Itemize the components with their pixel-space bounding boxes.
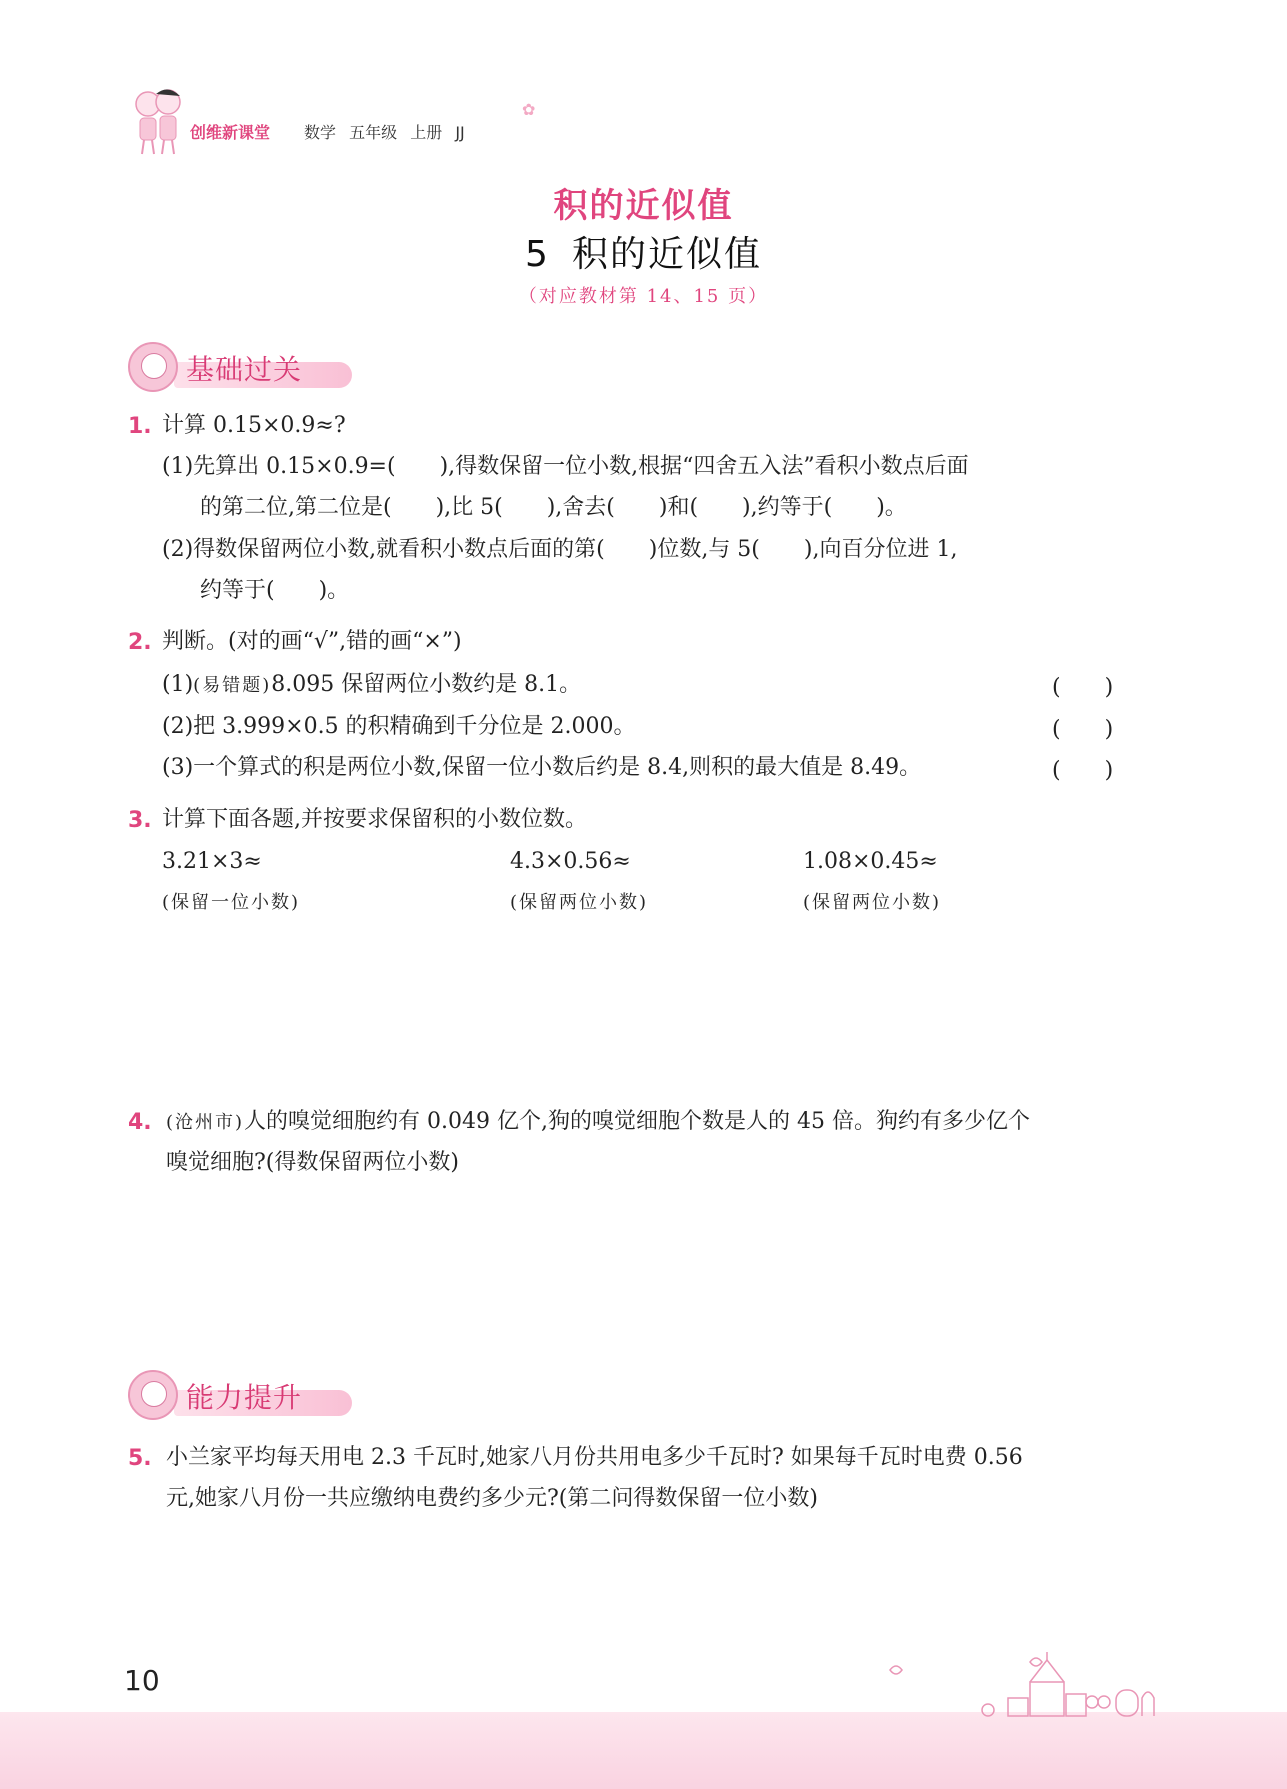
section-advanced-header [128,1370,358,1422]
cartoon-kids-icon [128,82,188,160]
answer-blank[interactable]: ( ) [1052,675,1114,700]
answer-blank[interactable]: ( ) [1052,758,1114,783]
q3-expr-3: 1.08×0.45≈ [803,849,938,874]
edition: JJ [455,123,465,142]
q3-expr-1: 3.21×3≈ [162,849,262,874]
page-header [128,82,536,160]
mascot-badge-icon [128,1370,178,1420]
q4-line2: 嗅觉细胞?(得数保留两位小数) [166,1150,459,1175]
flower-icon: ✿ [522,100,536,119]
q2-stem: 判断。(对的画“√”,错的画“×”) [162,629,462,654]
question-number: 2. [128,630,152,655]
page-number: 10 [124,1664,160,1697]
section-advanced-label: 能力提升 [186,1381,303,1414]
section-title [0,226,1287,277]
question-number: 3. [128,808,152,833]
q5-line1: 小兰家平均每天用电 2.3 千瓦时,她家八月份共用电多少千瓦时? 如果每千瓦时电费 0.56 [166,1445,1023,1470]
source-tag: (沧州市) [166,1112,245,1133]
brand-name: 创维新课堂 [190,123,271,142]
answer-blank[interactable]: ( ) [1052,717,1114,742]
question-number: 4. [128,1110,152,1135]
q5-line2: 元,她家八月份一共应缴纳电费约多少元?(第二问得数保留一位小数) [166,1486,818,1511]
section-basic-header [128,342,358,394]
castle-illustration-icon [880,1650,1170,1720]
mascot-badge-icon [128,342,178,392]
q3-note-1: (保留一位小数) [162,892,301,913]
book-info [304,120,473,143]
q3-note-2: (保留两位小数) [510,892,649,913]
q4-line1: (沧州市)人的嗅觉细胞约有 0.049 亿个,狗的嗅觉细胞个数是人的 45 倍。狗约有多少亿个 [166,1109,1030,1134]
q1-part2-line1: (2)得数保留两位小数,就看积小数点后面的第( )位数,与 5( ),向百分位进 1, [162,537,958,562]
q1-part1-line1: (1)先算出 0.15×0.9=( ),得数保留一位小数,根据“四舍五入法”看积小数点后面 [162,454,969,479]
q3-expr-2: 4.3×0.56≈ [510,849,631,874]
difficulty-tag: (易错题) [193,675,272,696]
q1-part1-line2: 的第二位,第二位是( ),比 5( ),舍去( )和( ),约等于( )。 [200,495,907,520]
question-number: 1. [128,414,152,439]
q2-item-2: (2)把 3.999×0.5 的积精确到千分位是 2.000。 [162,714,636,739]
q3-note-3: (保留两位小数) [803,892,942,913]
volume: 上册 [410,123,443,142]
q1-stem: 计算 0.15×0.9≈? [162,413,346,438]
footer-band [0,1712,1287,1789]
section-title-text: 积的近似值 [571,234,762,275]
question-number: 5. [128,1446,152,1471]
chapter-title: 积的近似值 [553,186,734,226]
section-number: 5 [525,234,550,275]
q1-part2-line2: 约等于( )。 [200,578,350,603]
section-basic-label: 基础过关 [186,353,303,386]
q2-item-1: (1)(易错题)8.095 保留两位小数约是 8.1。 [162,672,582,697]
grade: 五年级 [349,123,398,142]
q2-item-3: (3)一个算式的积是两位小数,保留一位小数后约是 8.4,则积的最大值是 8.49。 [162,755,922,780]
textbook-reference: （对应教材第 14、15 页） [518,286,769,307]
subject: 数学 [304,123,337,142]
q3-stem: 计算下面各题,并按要求保留积的小数位数。 [162,807,587,832]
